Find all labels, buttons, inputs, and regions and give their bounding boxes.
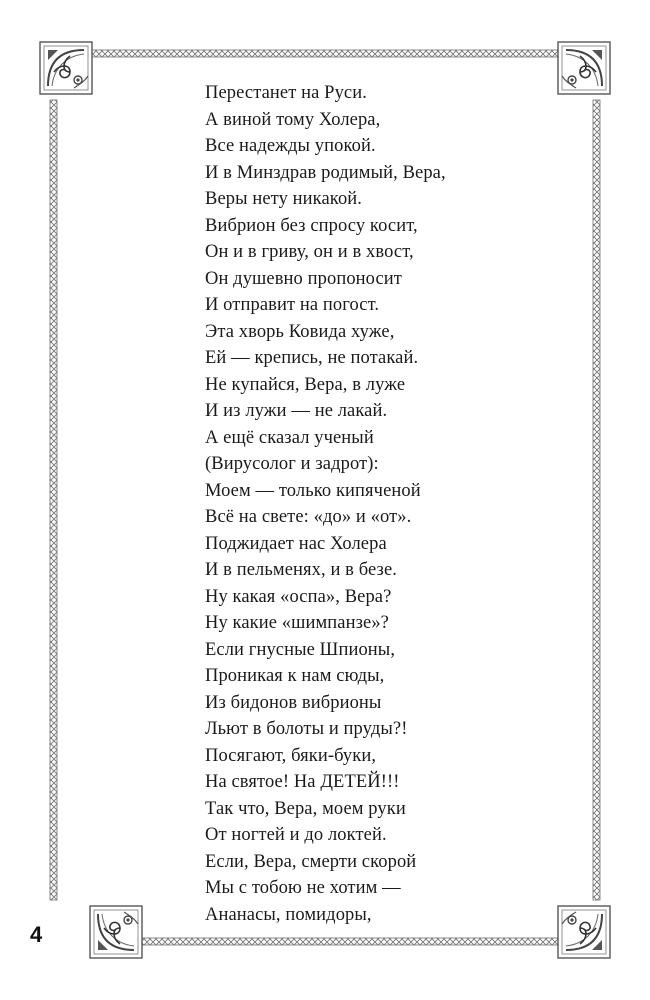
- poem-line: Всё на свете: «до» и «от».: [205, 507, 412, 527]
- poem-line: Посягают, бяки-буки,: [205, 745, 377, 766]
- poem-line: (Вирусолог и задрот):: [205, 454, 379, 474]
- poem-line: Не купайся, Вера, в луже: [205, 374, 406, 395]
- poem-line: Он душевно пропоносит: [205, 268, 402, 289]
- frame-left-border: [50, 100, 57, 900]
- poem-line: Моем — только кипяченой: [205, 480, 421, 501]
- poem-line: От ногтей и до локтей.: [205, 825, 387, 845]
- poem-line: И отправит на погост.: [205, 295, 380, 315]
- poem-line: А виной тому Холера,: [205, 109, 381, 130]
- poem-line: И в пельменях, и в безе.: [205, 560, 397, 580]
- poem-line: Поджидает нас Холера: [205, 533, 387, 554]
- corner-ornament-bottom-left-icon: [90, 906, 142, 958]
- poem-line: Все надежды упокой.: [205, 136, 376, 156]
- poem-line: Перестанет на Руси.: [205, 83, 367, 103]
- frame-right-border: [593, 100, 600, 900]
- poem-line: Ну какие «шимпанзе»?: [205, 613, 389, 633]
- poem-line: Если гнусные Шпионы,: [205, 639, 396, 660]
- poem-line: Проникая к нам сюды,: [205, 666, 385, 686]
- poem-line: И из лужи — не лакай.: [205, 401, 388, 421]
- poem-line: Эта хворь Ковида хуже,: [205, 321, 395, 342]
- poem-line: Мы с тобою не хотим —: [205, 878, 401, 898]
- poem-line: Ей — крепись, не потакай.: [205, 348, 419, 368]
- page-number: 4: [30, 922, 43, 947]
- frame-top-border: [90, 50, 560, 57]
- frame-bottom-border: [90, 938, 560, 945]
- poem-line: Так что, Вера, моем руки: [205, 798, 406, 819]
- poem-line: Если, Вера, смерти скорой: [205, 851, 417, 872]
- poem-line: Ну какая «оспа», Вера?: [205, 586, 392, 607]
- poem-line: Из бидонов вибрионы: [205, 692, 382, 713]
- poem-line: И в Минздрав родимый, Вера,: [205, 162, 446, 183]
- corner-ornament-top-right-icon: [558, 42, 610, 94]
- corner-ornament-top-left-icon: [40, 42, 92, 94]
- poem-line: Веры нету никакой.: [205, 189, 363, 209]
- poem-line: А ещё сказал ученый: [205, 427, 374, 448]
- poem-line: Ананасы, помидоры,: [205, 904, 372, 925]
- poem-line: Он и в гриву, он и в хвост,: [205, 242, 414, 262]
- poem-line: На святое! На ДЕТЕЙ!!!: [205, 772, 400, 792]
- corner-ornament-bottom-right-icon: [558, 906, 610, 958]
- poem-line: Льют в болоты и пруды?!: [205, 719, 408, 739]
- poem-line: Вибрион без спросу косит,: [205, 215, 418, 236]
- poem-text: [205, 80, 545, 928]
